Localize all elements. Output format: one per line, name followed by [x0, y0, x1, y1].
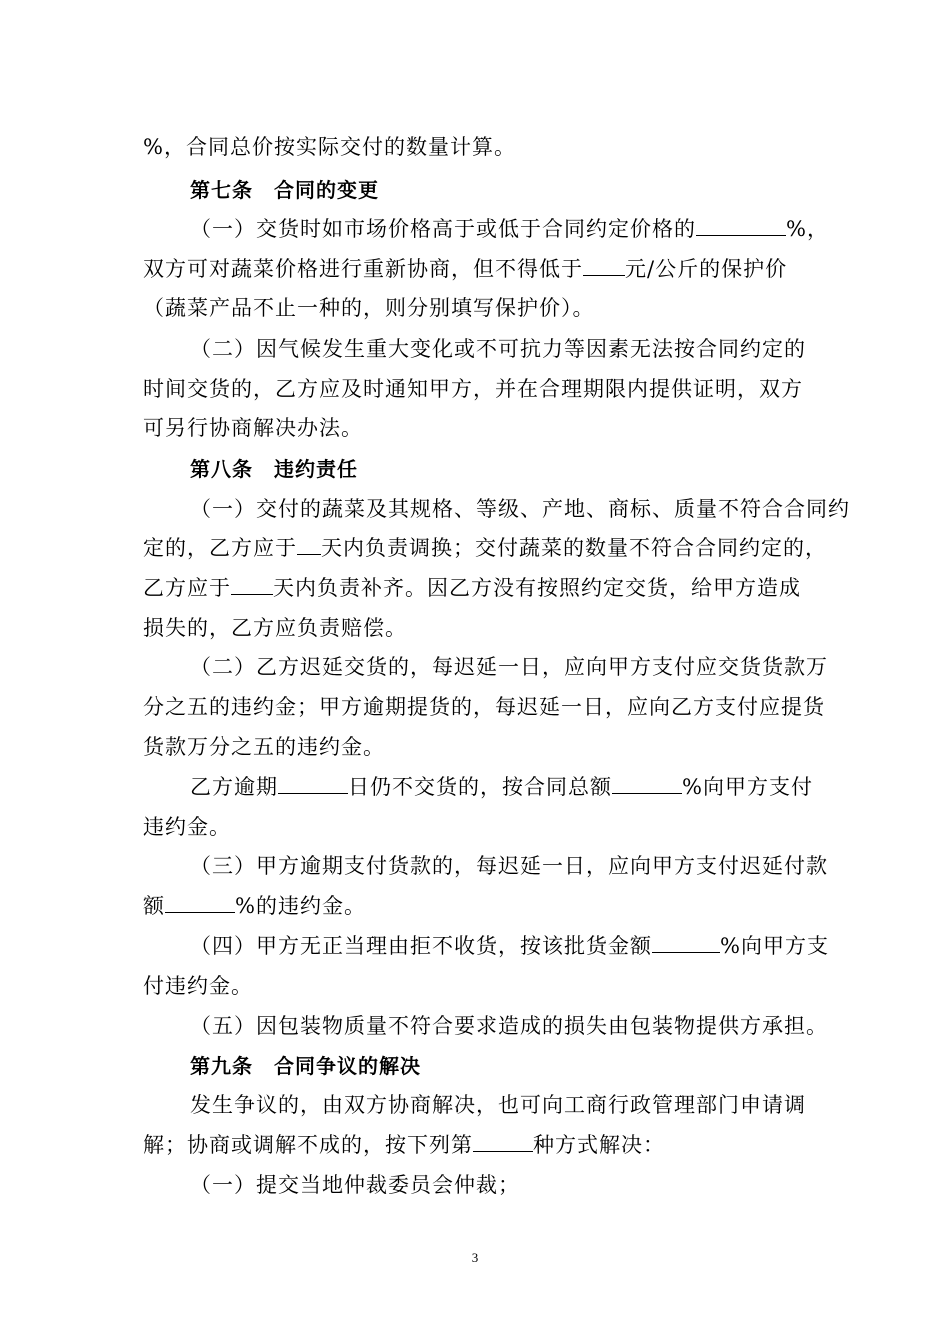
text: 元/公斤的保护价 [625, 257, 788, 281]
paragraph-line [143, 533, 827, 563]
paragraph-line [143, 812, 803, 842]
paragraph-line [143, 613, 803, 643]
text: 日仍不交货的，按合同总额 [348, 775, 612, 799]
text: %，合同总价按实际交付的数量计算。 [143, 135, 516, 159]
paragraph-line [190, 772, 813, 802]
heading-text: 第七条 合同的变更 [190, 178, 379, 202]
blank-underline [652, 932, 720, 953]
text: %的违约金。 [235, 894, 366, 918]
paragraph-line [190, 652, 828, 682]
text: 天内负责补齐。因乙方没有按照约定交货，给甲方造成 [273, 576, 801, 600]
blank-underline [473, 1131, 533, 1152]
blank-underline [278, 773, 348, 794]
blank-underline [612, 773, 682, 794]
page-number: 3 [471, 1250, 479, 1265]
text: （三）甲方逾期支付货款的，每迟延一日，应向甲方支付迟延付款 [190, 854, 828, 878]
paragraph-line [190, 1011, 828, 1041]
paragraph-line [190, 214, 829, 244]
text: 种方式解决： [533, 1133, 665, 1157]
article-7-heading [190, 175, 590, 205]
text: （二）乙方迟延交货的，每迟延一日，应向甲方支付应交货货款万 [190, 655, 828, 679]
text: 定的，乙方应于 [143, 536, 297, 560]
paragraph-line [190, 1170, 790, 1200]
blank-underline [165, 892, 235, 913]
text: %向甲方支付 [682, 775, 813, 799]
paragraph-line [190, 931, 829, 961]
paragraph-line [143, 374, 808, 404]
paragraph-line [143, 971, 803, 1001]
text: （一）交货时如市场价格高于或低于合同约定价格的 [190, 217, 696, 241]
text: （一）交付的蔬菜及其规格、等级、产地、商标、质量不符合合同约 [190, 497, 850, 521]
paragraph-line [190, 1090, 808, 1120]
article-9-heading [190, 1051, 590, 1081]
blank-underline [583, 255, 625, 276]
blank-underline [297, 534, 321, 555]
paragraph-line [190, 851, 828, 881]
text: 分之五的违约金；甲方逾期提货的，每迟延一日，应向乙方支付应提货 [143, 695, 825, 719]
blank-underline [696, 215, 786, 236]
text: （四）甲方无正当理由拒不收货，按该批货金额 [190, 934, 652, 958]
text: （二）因气候发生重大变化或不可抗力等因素无法按合同约定的 [190, 337, 806, 361]
text: 时间交货的，乙方应及时通知甲方，并在合理期限内提供证明，双方 [143, 377, 803, 401]
text: 货款万分之五的违约金。 [143, 735, 385, 759]
text: 乙方逾期 [190, 775, 278, 799]
paragraph-line [143, 254, 813, 284]
paragraph-line [143, 891, 803, 921]
heading-text: 第八条 违约责任 [190, 457, 358, 481]
heading-text: 第九条 合同争议的解决 [190, 1054, 421, 1078]
text: 付违约金。 [143, 974, 253, 998]
paragraph-line [143, 413, 803, 443]
text: 损失的，乙方应负责赔偿。 [143, 616, 407, 640]
paragraph-line [143, 293, 803, 323]
text: %， [786, 217, 829, 241]
text: 解；协商或调解不成的，按下列第 [143, 1133, 473, 1157]
text: （五）因包装物质量不符合要求造成的损失由包装物提供方承担。 [190, 1014, 828, 1038]
blank-underline [231, 574, 273, 595]
text: 可另行协商解决办法。 [143, 416, 363, 440]
article-8-heading [190, 454, 590, 484]
text: %向甲方支 [720, 934, 829, 958]
paragraph-line [190, 494, 850, 524]
paragraph-line [143, 732, 803, 762]
text: （一）提交当地仲裁委员会仲裁； [190, 1173, 520, 1197]
text: 发生争议的，由双方协商解决，也可向工商行政管理部门申请调 [190, 1093, 806, 1117]
text: 天内负责调换；交付蔬菜的数量不符合合同约定的， [321, 536, 827, 560]
text: 乙方应于 [143, 576, 231, 600]
paragraph-line [190, 334, 810, 364]
text: 违约金。 [143, 815, 231, 839]
text: 双方可对蔬菜价格进行重新协商，但不得低于 [143, 257, 583, 281]
text: 额 [143, 894, 165, 918]
paragraph-line [143, 1130, 803, 1160]
paragraph-line [143, 692, 825, 722]
paragraph-line [143, 573, 823, 603]
text: （蔬菜产品不止一种的，则分别填写保护价）。 [143, 296, 595, 320]
paragraph-line [143, 132, 803, 162]
